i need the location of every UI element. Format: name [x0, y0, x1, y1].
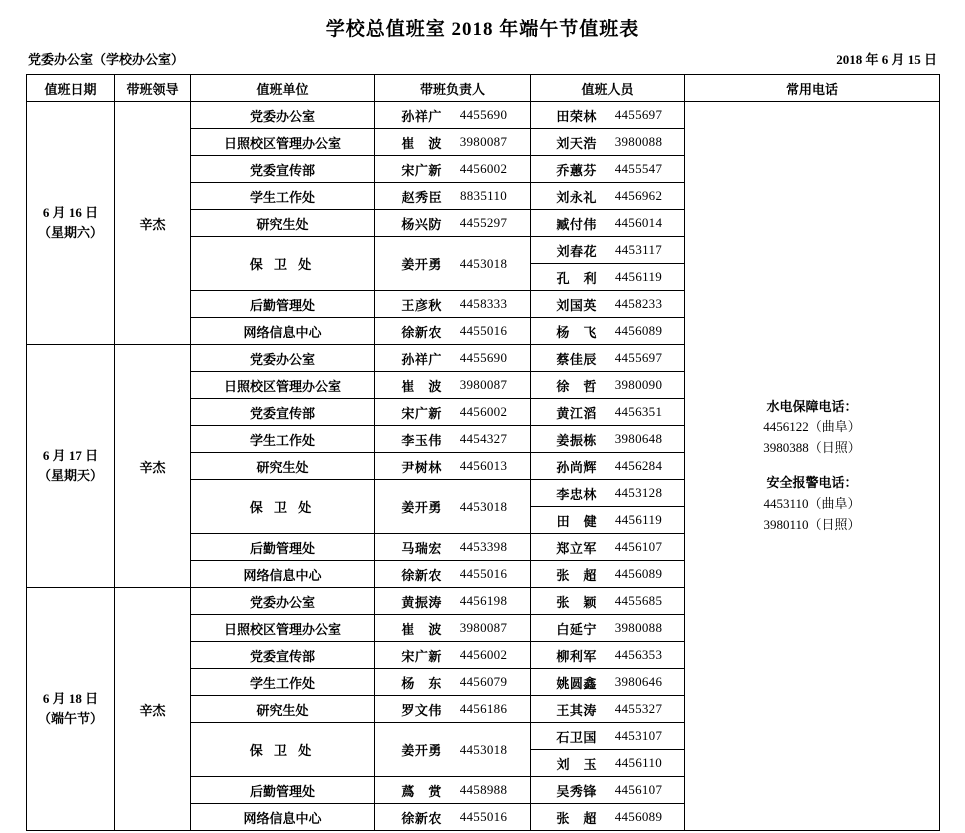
duty-responsible-cell: 崔 波 3980087 [375, 615, 531, 642]
duty-staff-cell: 乔蕙芬 4455547 [531, 156, 685, 183]
duty-staff-cell: 田 健 4456119 [531, 507, 685, 534]
duty-leader-cell: 辛杰 [115, 102, 191, 345]
duty-unit-cell: 日照校区管理办公室 [191, 372, 375, 399]
phone-note-line: 3980388（日照） [763, 440, 861, 456]
duty-unit-cell: 后勤管理处 [191, 291, 375, 318]
duty-date-line1: 6 月 17 日 [42, 447, 99, 463]
duty-staff-cell: 刘国英 4458233 [531, 291, 685, 318]
header-leader: 带班领导 [115, 75, 191, 102]
duty-unit-cell: 党委办公室 [191, 588, 375, 615]
duty-staff-cell: 柳利军 4456353 [531, 642, 685, 669]
duty-unit-cell: 网络信息中心 [191, 561, 375, 588]
duty-responsible-cell: 姜开勇 4453018 [375, 723, 531, 777]
duty-staff-cell: 孙尚辉 4456284 [531, 453, 685, 480]
duty-unit-cell: 党委办公室 [191, 102, 375, 129]
duty-date-line2: （星期天） [37, 468, 103, 483]
phone-note-title: 安全报警电话： [766, 475, 858, 490]
duty-unit-cell: 学生工作处 [191, 426, 375, 453]
duty-staff-cell: 徐 哲 3980090 [531, 372, 685, 399]
duty-staff-cell: 张 颖 4455685 [531, 588, 685, 615]
duty-staff-cell: 白延宁 3980088 [531, 615, 685, 642]
subheader [26, 49, 939, 68]
duty-responsible-cell: 赵秀臣 8835110 [375, 183, 531, 210]
duty-unit-cell: 研究生处 [191, 696, 375, 723]
duty-staff-cell: 王其涛 4455327 [531, 696, 685, 723]
duty-unit-cell: 学生工作处 [191, 183, 375, 210]
duty-staff-cell: 郑立军 4456107 [531, 534, 685, 561]
duty-unit-cell: 党委宣传部 [191, 156, 375, 183]
duty-staff-cell: 孔 利 4456119 [531, 264, 685, 291]
duty-staff-cell: 刘春花 4453117 [531, 237, 685, 264]
duty-responsible-cell: 蔿 赏 4458988 [375, 777, 531, 804]
duty-unit-cell: 党委办公室 [191, 345, 375, 372]
duty-responsible-cell: 崔 波 3980087 [375, 372, 531, 399]
duty-unit-cell: 保 卫 处 [191, 237, 375, 291]
duty-responsible-cell: 宋广新 4456002 [375, 642, 531, 669]
duty-staff-cell: 姜振栋 3980648 [531, 426, 685, 453]
duty-responsible-cell: 宋广新 4456002 [375, 156, 531, 183]
header-responsible: 带班负责人 [375, 75, 531, 102]
duty-schedule-table [26, 74, 940, 831]
duty-responsible-cell: 崔 波 3980087 [375, 129, 531, 156]
duty-staff-cell: 黄江滔 4456351 [531, 399, 685, 426]
duty-responsible-cell: 王彦秋 4458333 [375, 291, 531, 318]
duty-unit-cell: 党委宣传部 [191, 399, 375, 426]
phone-note-title: 水电保障电话： [766, 398, 858, 414]
duty-responsible-cell: 孙祥广 4455690 [375, 102, 531, 129]
duty-responsible-cell: 罗文伟 4456186 [375, 696, 531, 723]
duty-date-line2: （端午节） [37, 711, 103, 726]
phone-note-line: 4456122（曲阜） [763, 419, 861, 435]
duty-unit-cell: 保 卫 处 [191, 723, 375, 777]
duty-staff-cell: 张 超 4456089 [531, 561, 685, 588]
duty-responsible-cell: 李玉伟 4454327 [375, 426, 531, 453]
duty-date-cell [27, 588, 115, 831]
duty-staff-cell: 田荣林 4455697 [531, 102, 685, 129]
duty-staff-cell: 姚圆鑫 3980646 [531, 669, 685, 696]
duty-responsible-cell: 杨兴防 4455297 [375, 210, 531, 237]
table-row [27, 102, 940, 129]
duty-responsible-cell: 宋广新 4456002 [375, 399, 531, 426]
header-phone: 常用电话 [685, 75, 940, 102]
duty-staff-cell: 蔡佳辰 4455697 [531, 345, 685, 372]
duty-unit-cell: 网络信息中心 [191, 318, 375, 345]
duty-staff-cell: 刘 玉 4456110 [531, 750, 685, 777]
duty-staff-cell: 刘天浩 3980088 [531, 129, 685, 156]
duty-leader-cell: 辛杰 [115, 345, 191, 588]
duty-unit-cell: 日照校区管理办公室 [191, 615, 375, 642]
page-title: 学校总值班室 2018 年端午节值班表 [325, 19, 640, 40]
duty-unit-cell: 网络信息中心 [191, 804, 375, 831]
duty-staff-cell: 臧付伟 4456014 [531, 210, 685, 237]
duty-date-line1: 6 月 16 日 [42, 204, 99, 220]
common-phone-cell [685, 102, 940, 831]
duty-staff-cell: 李忠林 4453128 [531, 480, 685, 507]
duty-responsible-cell: 黄振涛 4456198 [375, 588, 531, 615]
duty-unit-cell: 学生工作处 [191, 669, 375, 696]
header-date: 值班日期 [27, 75, 115, 102]
phone-note-line: 4453110（曲阜） [763, 495, 861, 511]
duty-staff-cell: 张 超 4456089 [531, 804, 685, 831]
duty-unit-cell: 研究生处 [191, 210, 375, 237]
duty-responsible-cell: 姜开勇 4453018 [375, 237, 531, 291]
phone-note [685, 397, 939, 459]
duty-unit-cell: 党委宣传部 [191, 642, 375, 669]
duty-unit-cell: 日照校区管理办公室 [191, 129, 375, 156]
duty-unit-cell: 研究生处 [191, 453, 375, 480]
duty-staff-cell: 杨 飞 4456089 [531, 318, 685, 345]
duty-responsible-cell: 孙祥广 4455690 [375, 345, 531, 372]
header-unit: 值班单位 [191, 75, 375, 102]
duty-unit-cell: 保 卫 处 [191, 480, 375, 534]
duty-staff-cell: 刘永礼 4456962 [531, 183, 685, 210]
phone-note-line: 3980110（日照） [763, 516, 861, 532]
duty-date-cell [27, 345, 115, 588]
issuing-office: 党委办公室（学校办公室） [28, 52, 185, 67]
duty-date-cell [27, 102, 115, 345]
duty-date-line1: 6 月 18 日 [42, 690, 99, 706]
table-header-row [27, 75, 940, 102]
duty-responsible-cell: 徐新农 4455016 [375, 318, 531, 345]
duty-responsible-cell: 马瑞宏 4453398 [375, 534, 531, 561]
header-staff: 值班人员 [531, 75, 685, 102]
duty-date-line2: （星期六） [37, 225, 103, 240]
issue-date: 2018 年 6 月 15 日 [836, 52, 937, 67]
duty-unit-cell: 后勤管理处 [191, 534, 375, 561]
duty-responsible-cell: 徐新农 4455016 [375, 561, 531, 588]
duty-responsible-cell: 姜开勇 4453018 [375, 480, 531, 534]
duty-unit-cell: 后勤管理处 [191, 777, 375, 804]
duty-responsible-cell: 徐新农 4455016 [375, 804, 531, 831]
duty-leader-cell: 辛杰 [115, 588, 191, 831]
duty-staff-cell: 石卫国 4453107 [531, 723, 685, 750]
duty-staff-cell: 吴秀锋 4456107 [531, 777, 685, 804]
phone-note [685, 473, 939, 535]
duty-responsible-cell: 杨 东 4456079 [375, 669, 531, 696]
table-body [27, 102, 940, 831]
duty-responsible-cell: 尹树林 4456013 [375, 453, 531, 480]
